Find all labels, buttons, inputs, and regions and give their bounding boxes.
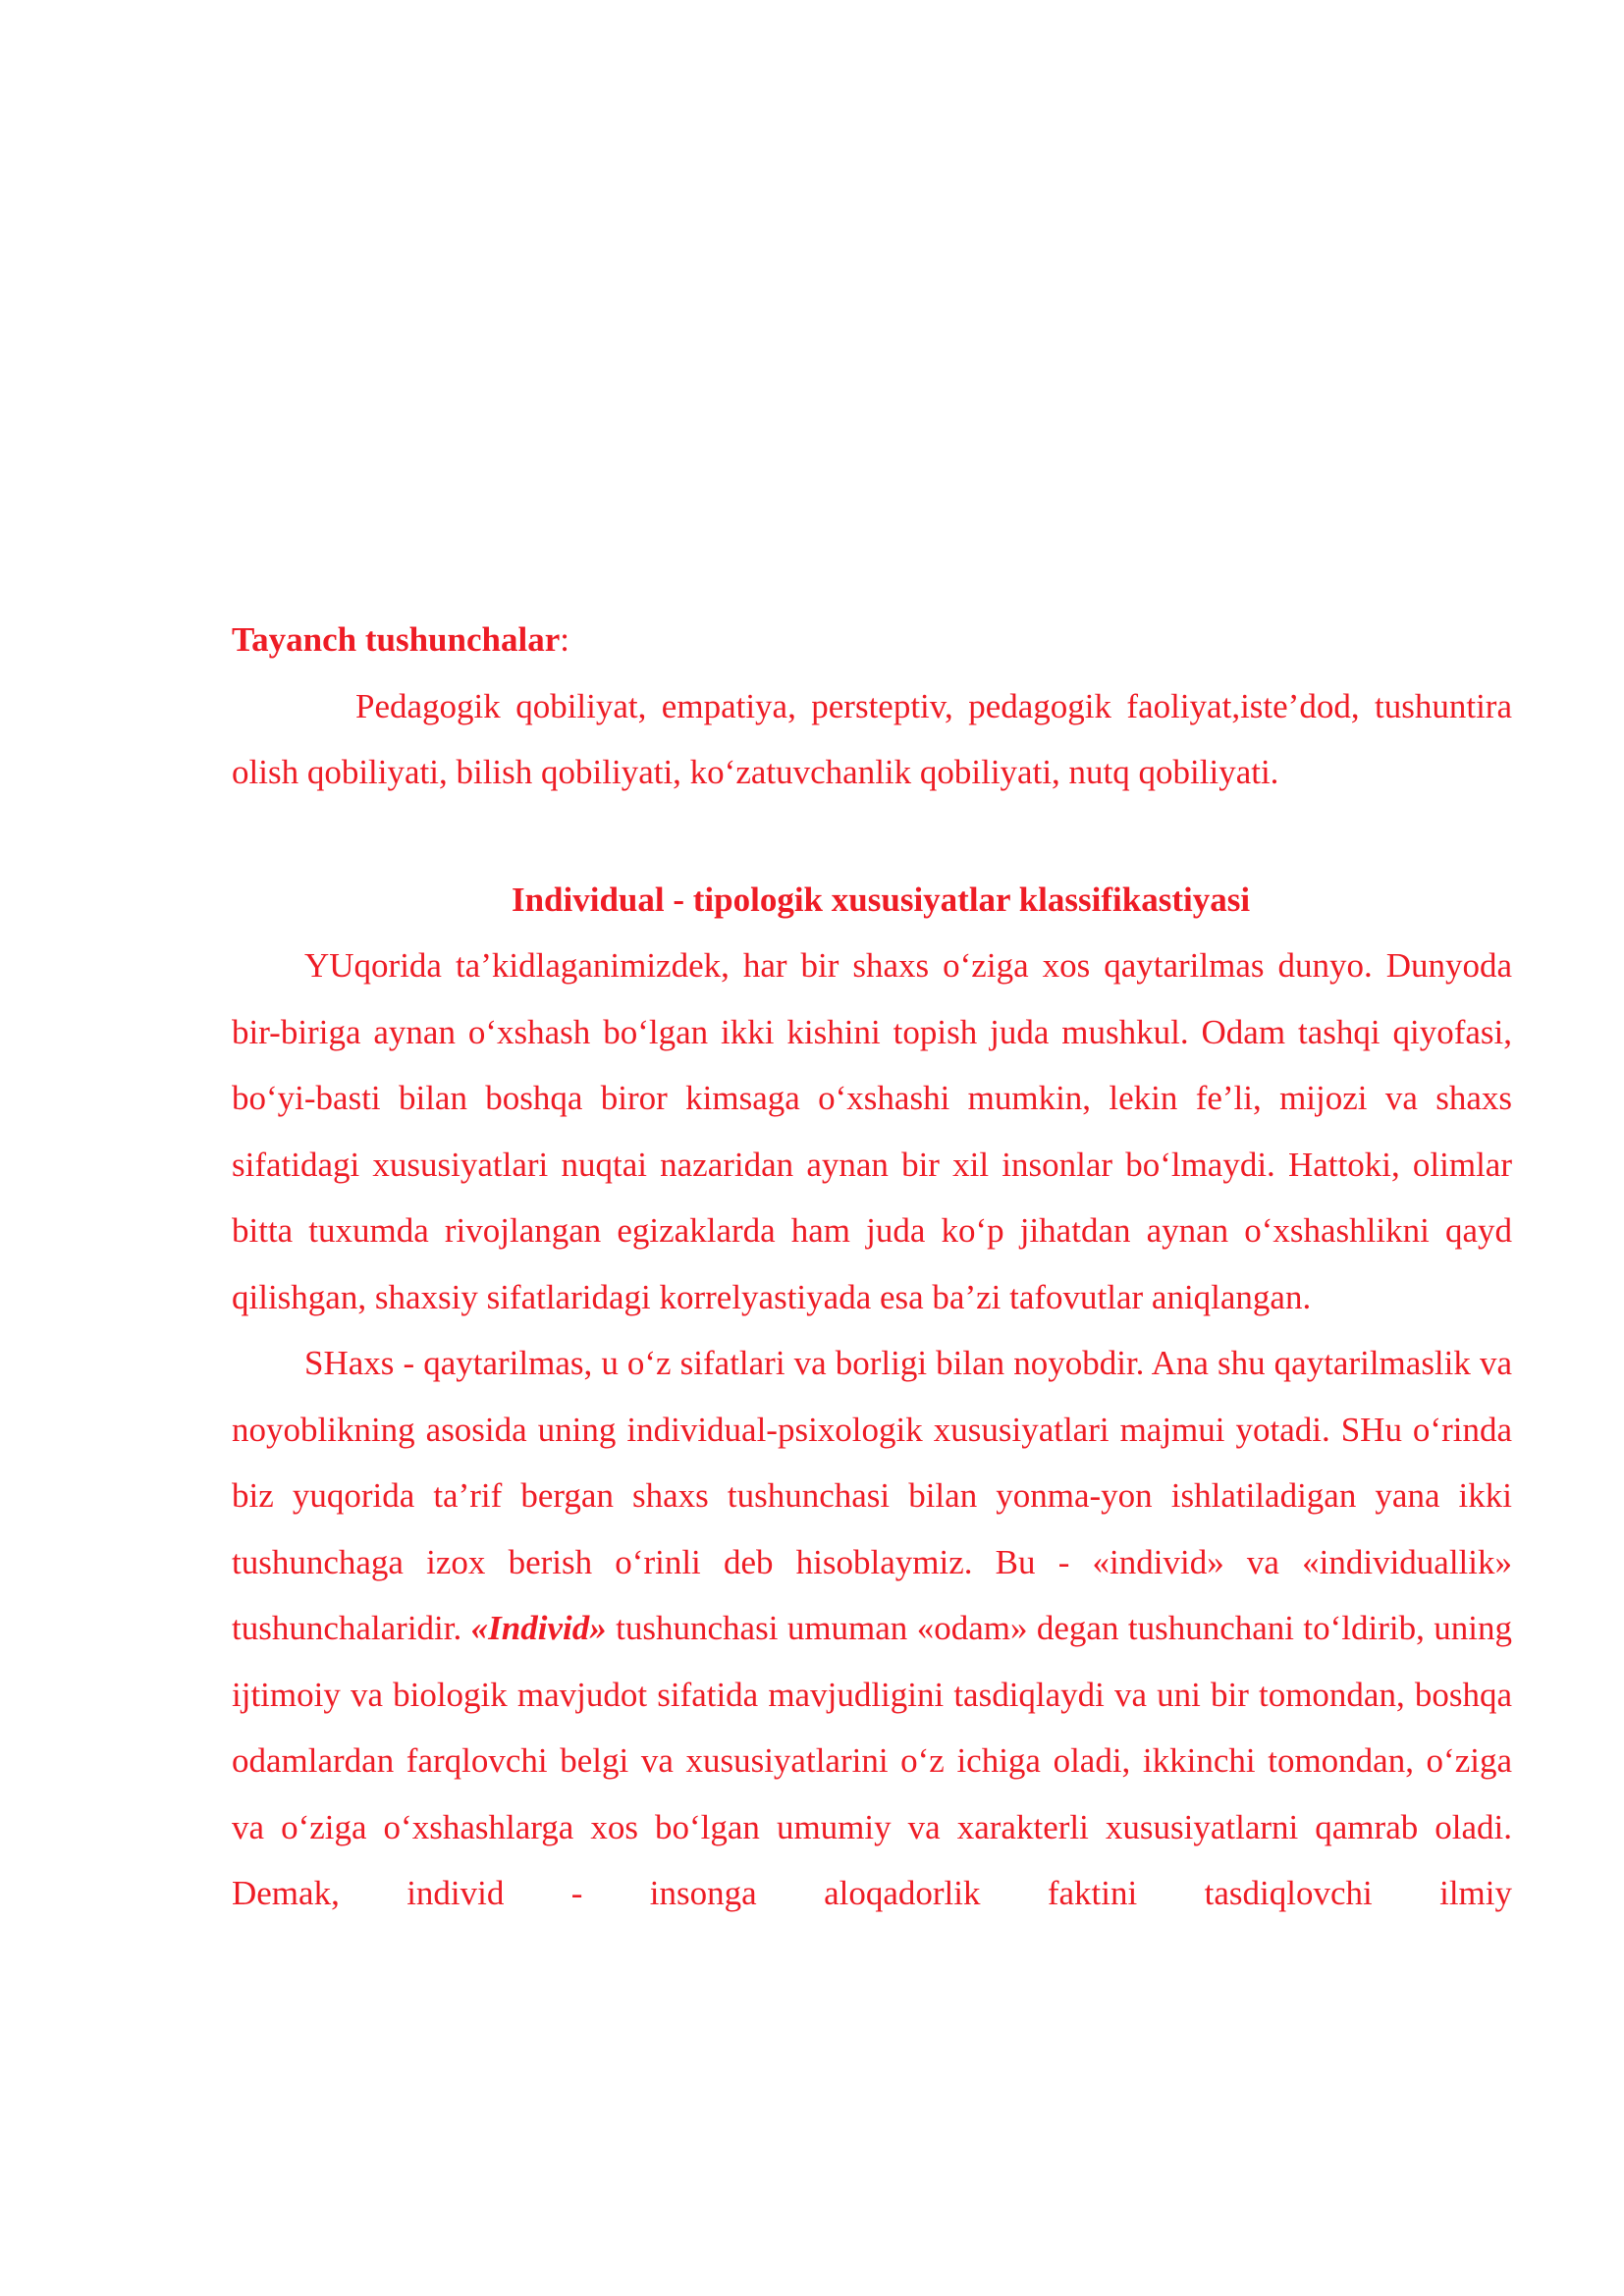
term-individ: «Individ» [470, 1609, 607, 1647]
section-title: Individual - tipologik xususiyatlar klassifikastiyasi [511, 880, 1251, 919]
keywords-heading-text: Tayanch tushunchalar [232, 620, 561, 659]
keywords-heading [232, 607, 1512, 673]
keywords-list: Pedagogik qobiliyat, empatiya, persteptiv, pedagogik faoliyat,iste’dod, tushuntira olish qobiliyati, bilish qobiliyati, ko‘zatuvchanlik qobiliyati, nutq qobiliyati. [232, 686, 1512, 791]
paragraph-2-start: SHaxs - qaytarilmas, u o‘z sifatlari va borligi bilan noyobdir. Ana shu qaytarilmaslik va noyoblikning asosida uning individual-psixologik xususiyatlari majmui yotadi. SHu o‘rinda biz yuqorida ta’rif bergan shaxs tushunchasi bilan yonma-yon ishlatiladigan yana ikki tushunchaga izox berish o‘rinli deb hisoblaymiz. Bu - «individ» va «individuallik» tushunchalaridir. [232, 1344, 1512, 1647]
paragraph-1: YUqorida ta’kidlaganimizdek, har bir shaxs o‘ziga xos qaytarilmas dunyo. Dunyoda bir-biriga aynan o‘xshash bo‘lgan ikki kishini topish juda mushkul. Odam tashqi qiyofasi, bo‘yi-basti bilan boshqa biror kimsaga o‘xshashi mumkin, lekin fe’li, mijozi va shaxs sifatidagi xususiyatlari nuqtai nazaridan aynan bir xil insonlar bo‘lmaydi. Hattoki, olimlar bitta tuxumda rivojlangan egizaklarda ham juda ko‘p jihatdan aynan o‘xshashlikni qayd qilishgan, shaxsiy sifatlaridagi korrelyastiyada esa ba’zi tafovutlar aniqlangan. [232, 946, 1512, 1316]
paragraph-2-end: tushunchasi umuman «odam» degan tushunchani to‘ldirib, uning ijtimoiy va biologik mavjudot sifatida mavjudligini tasdiqlaydi va uni bir tomondan, boshqa odamlardan farqlovchi belgi va xususiyatlarini o‘z ichiga oladi, ikkinchi tomondan, o‘ziga va o‘ziga o‘xshashlarga xos bo‘lgan umumiy va xarakterli xususiyatlarni qamrab oladi. Demak, individ - insonga aloqadorlik faktini tasdiqlovchi ilmiy [232, 1609, 1512, 1912]
paragraph-2 [232, 1330, 1512, 1927]
keywords-heading-colon: : [560, 620, 569, 659]
page-content [232, 607, 1512, 1927]
